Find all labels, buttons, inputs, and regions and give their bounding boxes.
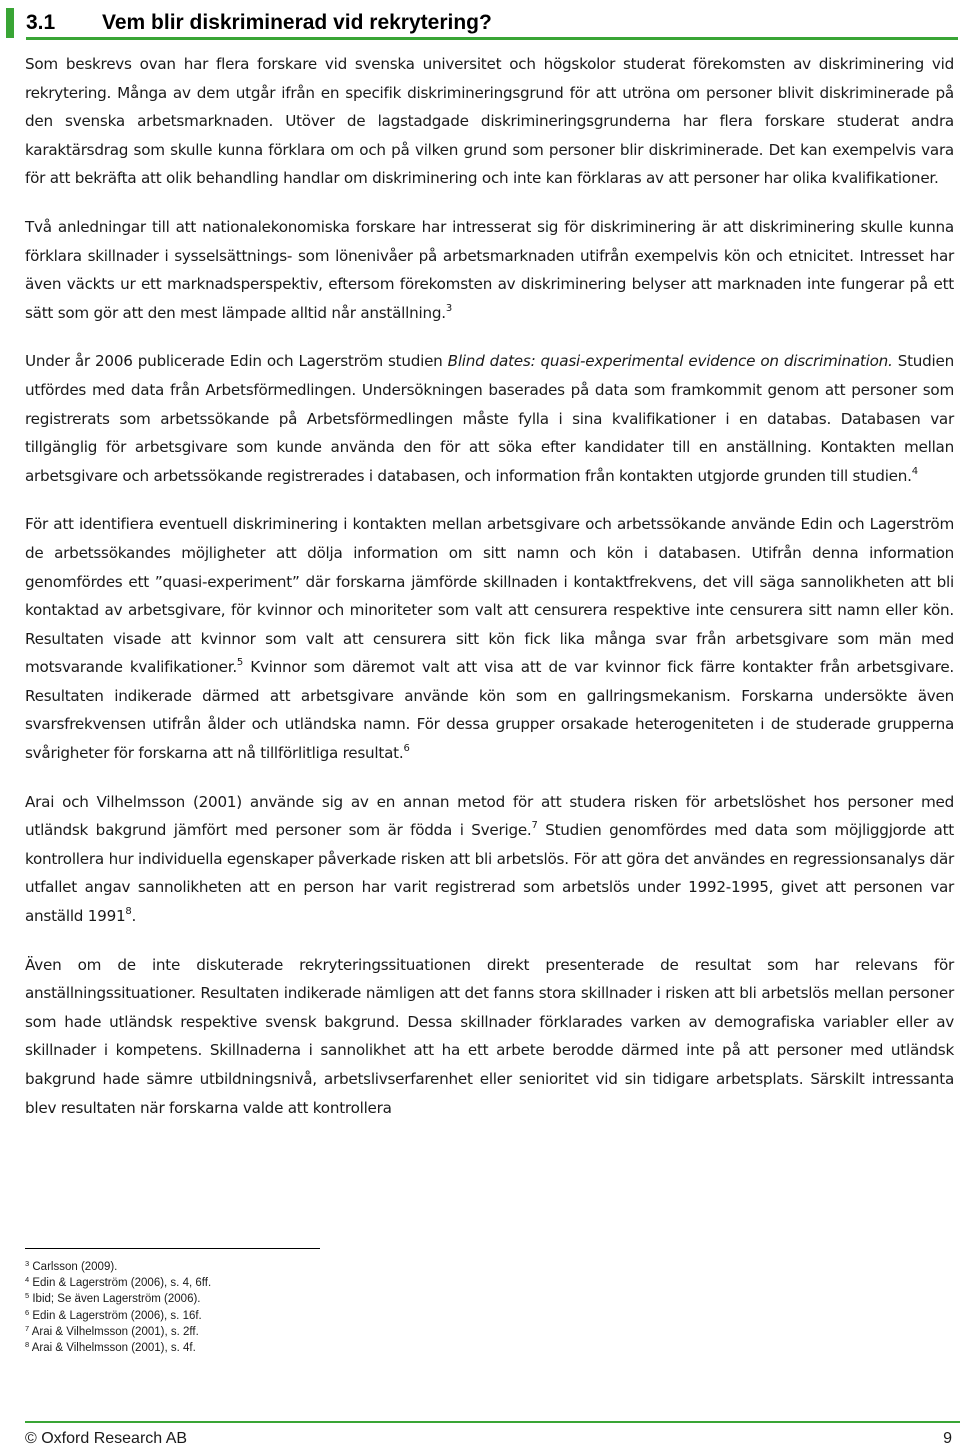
footnote-3: $^3$ Carlsson (2009). xyxy=(25,1259,118,1273)
body-text xyxy=(25,50,954,1142)
section-title: Vem blir diskriminerad vid rekrytering? xyxy=(102,11,492,34)
heading-underline xyxy=(26,37,958,40)
paragraph-3: Under år 2006 publicerade Edin och Lagerström studien Blind dates: quasi-experimental evidence on discrimination. Studien utfördes med data från Arbetsförmedlingen. Undersökningen baserades på data som framkommit genom att personer som registrerats som arbetssökande på Arbetsförmedlingen måste fylla i sina kvalifikationer i en databas. Databasen var tillgänglig för arbetsgivare som kunde använda den för att söka efter kandidater till en anställning. Kontakten mellan arbetsgivare och arbetssökande registrerades i databasen, och information från kontakten utgjorde grunden till studien.$^4$ xyxy=(25,352,954,485)
paragraph-5: Arai och Vilhelmsson (2001) använde sig av en annan metod för att studera risken för arbetslöshet hos personer med utländsk bakgrund jämfört med personer som är födda i Sverige.$^7$ Studien genomfördes med data som möjliggjorde att kontrollera hur individuella egenskaper påverkade risken att bli arbetslös. För att göra det användes en regressionsanalys där utfallet angav sannolikheten att en person har varit registrerad som arbetslös under 1992-1995, givet att personen var anställd 1991$^8$. xyxy=(25,792,954,926)
paragraph-2: Två anledningar till att nationalekonomiska forskare har intresserat sig för diskriminering är att diskriminering skulle kunna förklara skillnader i sysselsättnings- som lönenivåer på arbetsmarknaden utifrån exempelvis kön och etnicitet. Intresset har även väckts ur ett marknadsperspektiv, eftersom förekomsten av diskriminering belyser att marknaden inte fungerar på ett sätt som gör att den mest lämpade alltid når anställning.$^3$ xyxy=(25,217,954,322)
section-number: 3.1 xyxy=(26,11,56,34)
footnote-ref: 3 xyxy=(445,302,452,314)
heading-accent-bar xyxy=(6,8,14,38)
footnote-ref: 5 xyxy=(236,657,244,669)
footnote-ref: 8 xyxy=(125,906,132,918)
footnote-5: $^5$ Ibid; Se även Lagerström (2006). xyxy=(25,1291,201,1306)
paragraph-1: Som beskrevs ovan har flera forskare vid svenska universitet och högskolor studerat förekomsten av diskriminering vid rekrytering. Många av dem utgår ifrån en specifik diskrimineringsgrund för att utröna om personer blivit diskriminerade på den svenska arbetsmarknaden. Utöver de lagstadgade diskrimineringsgrunderna har flera forskare studerat andra karaktärsdrag som skulle kunna förklara om och på vilken grund som personer blir diskriminerade. Det kan exempelvis vara för att bekräfta att olik behandling handlar om diskriminering och inte kan förklaras av att personer har olika kvalifikationer. xyxy=(25,55,954,188)
section-heading xyxy=(6,6,958,40)
footer-rule xyxy=(25,1421,960,1423)
footnote-7: $^7$ Arai & Vilhelmsson (2001), s. 2ff. xyxy=(25,1323,199,1338)
footnotes xyxy=(25,1259,625,1356)
footer-copyright: © Oxford Research AB xyxy=(25,1430,188,1447)
page-number: 9 xyxy=(943,1430,952,1447)
footnote-ref: 4 xyxy=(911,465,918,477)
footnote-8: $^8$ Arai & Vilhelmsson (2001), s. 4f. xyxy=(25,1340,196,1355)
study-title: Blind dates: quasi-experimental evidence on discrimination. xyxy=(447,352,893,371)
paragraph-6: Även om de inte diskuterade rekryteringssituationen direkt presenterade de resultat som har relevans för anställningssituationer. Resultaten indikerade nämligen att det fanns stora skillnader i risken att bli arbetslös mellan personer som hade utländsk respektive svensk bakgrund. Dessa skillnader förklarades varken av demografiska variabler eller av skillnader i kompetens. Skillnaderna i sannolikhet att ha ett arbete berodde därmed inte på att personer med utländsk bakgrund hade sämre utbildningsnivå, arbetslivserfarenhet eller senioritet vid sin tidigare arbetsplats. Särskilt intressanta blev resultaten när forskarna valde att kontrollera xyxy=(25,955,954,1117)
paragraph-4: För att identifiera eventuell diskriminering i kontakten mellan arbetsgivare och arbetssökande använde Edin och Lagerström de arbetssökandes möjligheter att dölja information om sitt namn och kön i databasen. Utifrån denna information genomfördes ett ”quasi-experiment” där forskarna jämförde skillnaden i kontaktfrekvens, det vill säga sannolikheten att bli kontaktad av arbetsgivare, för kvinnor och minoriteter som valt att censurera respektive inte censurera sitt namn eller kön. Resultaten visade att kvinnor som valt att censurera sitt kön fick lika många svar från arbetsgivare som män med motsvarande kvalifikationer.$^5$ Kvinnor som däremot valt att visa att de var kvinnor fick färre kontakter från arbetsgivare. Resultaten indikerade därmed att arbetsgivare använde kön som en gallringsmekanism. Forskarna undersökte även svarsfrekvensen utifrån ålder och utländska namn. För dessa grupper orsakade heterogeniteten i de studerade grupperna svårigheter för forskarna att nå tillförlitliga resultat.$^6$ xyxy=(25,515,954,763)
footnote-4: $^4$ Edin & Lagerström (2006), s. 4, 6ff. xyxy=(25,1275,212,1290)
footnote-ref: 6 xyxy=(403,743,410,755)
footnote-6: $^6$ Edin & Lagerström (2006), s. 16f. xyxy=(25,1307,202,1322)
footnote-separator xyxy=(25,1248,320,1249)
footnote-ref: 7 xyxy=(531,820,538,832)
